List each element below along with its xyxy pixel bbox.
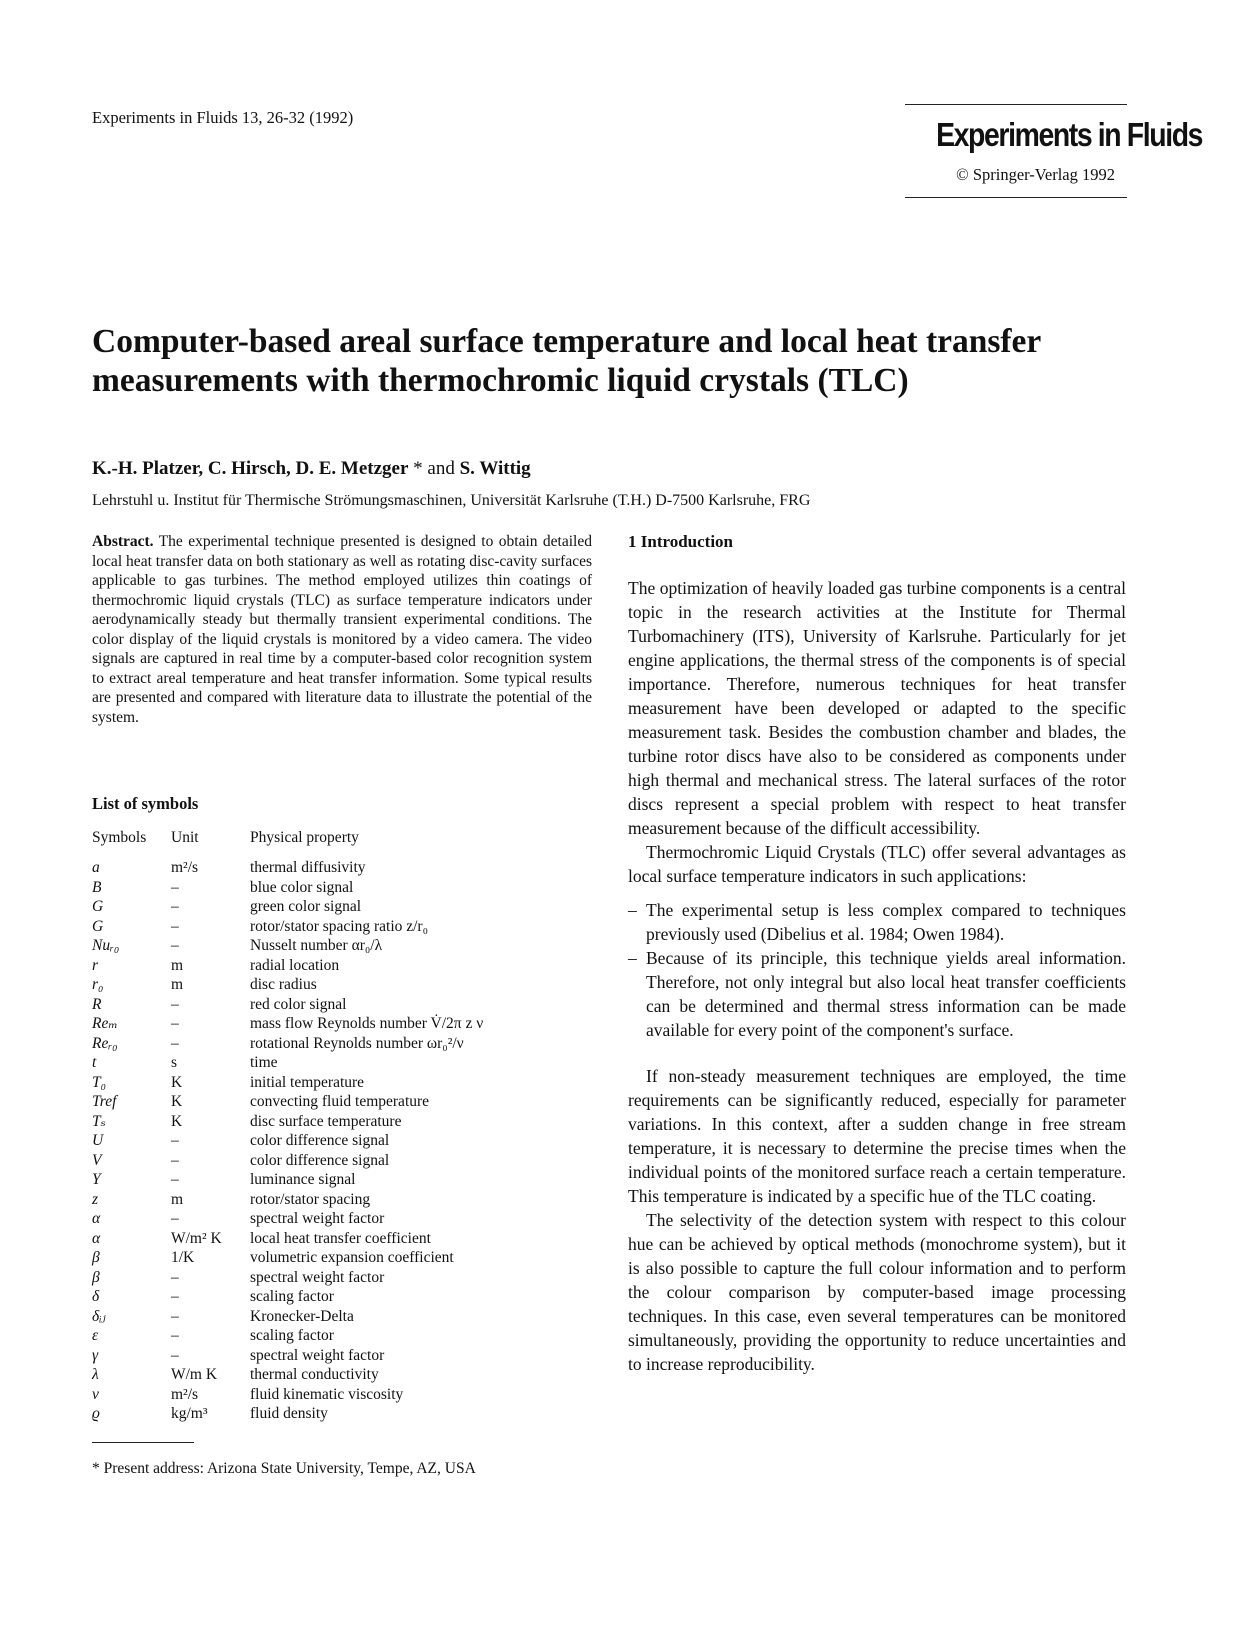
unit-cell: –	[171, 1151, 179, 1169]
property-cell: luminance signal	[250, 1171, 356, 1188]
symbol-cell: α	[92, 1210, 101, 1227]
property-cell: scaling factor	[250, 1327, 334, 1344]
table-row	[92, 1190, 592, 1210]
footnote-rule	[92, 1442, 194, 1443]
column-header-property: Physical property	[250, 829, 359, 846]
table-row	[92, 1151, 592, 1171]
symbol-cell: T₀	[92, 1073, 107, 1091]
section-heading-introduction: 1 Introduction	[628, 532, 734, 551]
property-cell: Nusselt number αr₀/λ	[250, 937, 383, 954]
symbol-cell: Nuᵣ₀	[92, 937, 120, 954]
unit-cell: –	[171, 1210, 179, 1227]
list-item: – Because of its principle, this technique yields areal information. Therefore, not only integral but also local heat transfer coefficients can be determined and thermal stress information can be made available for every point of the component's surface.	[628, 946, 1126, 1042]
article-title: Computer-based areal surface temperature and local heat transfer measurements with thermochromic liquid crystals (TLC)	[92, 323, 1041, 399]
table-row	[92, 897, 592, 917]
property-cell: rotor/stator spacing	[250, 1190, 371, 1208]
author-footnote-mark: *	[408, 458, 428, 479]
table-row	[92, 1073, 592, 1093]
property-cell: disc surface temperature	[250, 1112, 402, 1130]
property-cell: volumetric expansion coefficient	[250, 1249, 454, 1266]
property-cell: spectral weight factor	[250, 1268, 385, 1286]
unit-cell: –	[171, 1307, 179, 1325]
table-row	[92, 858, 592, 878]
unit-cell: K	[171, 1073, 183, 1091]
property-cell: thermal conductivity	[250, 1366, 379, 1383]
unit-cell: kg/m³	[171, 1405, 208, 1422]
authors-conjunction: and	[427, 458, 455, 479]
table-row	[92, 1346, 592, 1366]
symbol-cell: G	[92, 917, 104, 935]
table-row	[92, 1034, 592, 1054]
symbol-cell: ε	[92, 1327, 99, 1344]
unit-cell: –	[171, 878, 179, 896]
property-cell: color difference signal	[250, 1132, 390, 1149]
symbol-cell: r₀	[92, 976, 104, 993]
table-row	[92, 1014, 592, 1034]
symbol-cell: z	[92, 1190, 99, 1208]
masthead-rule-top	[905, 104, 1127, 105]
property-cell: color difference signal	[250, 1151, 390, 1169]
symbol-cell: δ	[92, 1288, 100, 1305]
property-cell: fluid density	[250, 1405, 328, 1422]
symbol-cell: Tₛ	[92, 1112, 106, 1130]
abstract-label: Abstract.	[92, 533, 154, 550]
unit-cell: m²/s	[171, 1385, 199, 1403]
symbol-cell: r	[92, 956, 99, 974]
property-cell: fluid kinematic viscosity	[250, 1385, 404, 1403]
unit-cell: –	[171, 917, 179, 935]
list-item: – The experimental setup is less complex compared to techniques previously used (Dibelius et al. 1984; Owen 1984).	[628, 898, 1126, 946]
property-cell: time	[250, 1054, 278, 1071]
unit-cell: –	[171, 1268, 179, 1286]
unit-cell: –	[171, 1288, 179, 1305]
symbol-cell: B	[92, 878, 102, 896]
property-cell: disc radius	[250, 976, 317, 993]
table-row	[92, 1053, 592, 1073]
table-row	[92, 1209, 592, 1229]
unit-cell: W/m² K	[171, 1229, 222, 1247]
intro-paragraph-3: If non-steady measurement techniques are employed, the time requirements can be significantly reduced, especially for parameter variations. In this context, after a sudden change in free stream temperature, it is necessary to determine the precise times when the individual points of the monitored surface reach a certain temperature. This temperature is indicated by a specific hue of the TLC coating.	[628, 1066, 1126, 1206]
intro-paragraph-1: The optimization of heavily loaded gas turbine components is a central topic in the research activities at the Institute for Thermal Turbomachinery (ITS), University of Karlsruhe. Particularly for jet engine applications, the thermal stress of the components is of special importance. Therefore, numerous techniques for heat transfer measurement have been developed or adapted to the specific measurement task. Besides the combustion chamber and blades, the turbine rotor discs have also to be considered as components under high thermal and mechanical stress. The lateral surfaces of the rotor discs represent a special problem with respect to heat transfer measurement because of the difficult accessibility.	[628, 578, 1126, 838]
unit-cell: m	[171, 1190, 184, 1208]
table-row	[92, 1170, 592, 1190]
table-row	[92, 1385, 592, 1405]
unit-cell: –	[171, 1327, 179, 1344]
symbols-heading: List of symbols	[92, 794, 199, 813]
table-row	[92, 1326, 592, 1346]
unit-cell: K	[171, 1112, 183, 1130]
table-row	[92, 1229, 592, 1249]
property-cell: Kronecker-Delta	[250, 1307, 354, 1325]
table-row	[92, 956, 592, 976]
table-row	[92, 1307, 592, 1327]
journal-name: Experiments in Fluids	[936, 116, 1203, 153]
table-row	[92, 878, 592, 898]
symbol-cell: Tref	[92, 1093, 117, 1110]
property-cell: radial location	[250, 956, 340, 974]
authors-first: K.-H. Platzer, C. Hirsch, D. E. Metzger	[92, 458, 409, 479]
table-row	[92, 1365, 592, 1385]
property-cell: red color signal	[250, 995, 347, 1013]
journal-citation: Experiments in Fluids 13, 26-32 (1992)	[92, 108, 354, 127]
table-row	[92, 1268, 592, 1288]
property-cell: blue color signal	[250, 878, 354, 896]
unit-cell: –	[171, 937, 179, 954]
unit-cell: m	[171, 956, 184, 974]
symbol-cell: G	[92, 898, 104, 915]
author-line	[92, 458, 531, 480]
abstract	[92, 532, 592, 727]
symbol-cell: γ	[92, 1346, 99, 1364]
table-row	[92, 936, 592, 956]
column-header-symbols: Symbols	[92, 829, 147, 846]
symbol-cell: U	[92, 1132, 104, 1149]
symbol-cell: R	[92, 995, 102, 1013]
property-cell: mass flow Reynolds number V̇/2π z ν	[250, 1015, 484, 1032]
property-cell: local heat transfer coefficient	[250, 1229, 431, 1247]
table-row	[92, 1092, 592, 1112]
masthead-rule-bottom	[905, 197, 1127, 198]
property-cell: initial temperature	[250, 1073, 365, 1091]
unit-cell: m	[171, 976, 184, 993]
property-cell: thermal diffusivity	[250, 859, 366, 876]
symbol-cell: ν	[92, 1385, 99, 1403]
property-cell: spectral weight factor	[250, 1210, 385, 1227]
symbol-cell: β	[92, 1249, 100, 1266]
symbol-cell: Reₘ	[92, 1015, 118, 1032]
symbol-cell: V	[92, 1151, 102, 1169]
symbols-table-body	[92, 858, 592, 1424]
symbol-cell: δᵢⱼ	[92, 1307, 106, 1325]
symbol-cell: Reᵣ₀	[92, 1034, 118, 1052]
unit-cell: s	[171, 1054, 178, 1071]
unit-cell: W/m K	[171, 1366, 218, 1383]
unit-cell: K	[171, 1093, 183, 1110]
introduction-body	[628, 576, 1126, 1376]
unit-cell: –	[171, 995, 179, 1013]
table-row	[92, 1248, 592, 1268]
table-row	[92, 995, 592, 1015]
symbols-table	[92, 828, 592, 1424]
table-row	[92, 1287, 592, 1307]
unit-cell: –	[171, 898, 179, 915]
table-row	[92, 1112, 592, 1132]
copyright-line: © Springer-Verlag 1992	[956, 165, 1115, 184]
footnote: * Present address: Arizona State University, Tempe, AZ, USA	[92, 1460, 476, 1477]
journal-masthead	[905, 104, 1203, 198]
property-cell: green color signal	[250, 898, 362, 915]
intro-advantages-list	[628, 898, 1126, 1042]
unit-cell: –	[171, 1346, 179, 1364]
table-row	[92, 1131, 592, 1151]
unit-cell: –	[171, 1171, 179, 1188]
symbol-cell: t	[92, 1054, 97, 1071]
property-cell: rotational Reynolds number ωr₀²/ν	[250, 1034, 464, 1052]
property-cell: convecting fluid temperature	[250, 1093, 430, 1110]
property-cell: scaling factor	[250, 1288, 334, 1305]
unit-cell: m²/s	[171, 859, 199, 876]
table-row	[92, 1404, 592, 1424]
symbol-cell: a	[92, 859, 100, 876]
property-cell: rotor/stator spacing ratio z/r₀	[250, 917, 429, 935]
symbol-cell: β	[92, 1268, 100, 1286]
symbol-cell: λ	[92, 1366, 99, 1383]
unit-cell: –	[171, 1015, 179, 1032]
table-row	[92, 975, 592, 995]
authors-last: S. Wittig	[454, 458, 531, 479]
symbol-cell: Y	[92, 1171, 101, 1188]
table-row	[92, 917, 592, 937]
unit-cell: 1/K	[171, 1249, 195, 1266]
unit-cell: –	[171, 1132, 179, 1149]
column-header-unit: Unit	[171, 829, 199, 846]
symbols-header-row	[92, 828, 592, 858]
unit-cell: –	[171, 1034, 179, 1052]
property-cell: spectral weight factor	[250, 1346, 385, 1364]
intro-paragraph-2: Thermochromic Liquid Crystals (TLC) offer several advantages as local surface temperature indicators in such applications:	[628, 842, 1126, 886]
symbol-cell: α	[92, 1229, 101, 1247]
symbol-cell: ϱ	[92, 1405, 100, 1422]
abstract-text: The experimental technique presented is designed to obtain detailed local heat transfer data on both stationary as well as rotating disc-cavity surfaces applicable to gas turbines. The method employed utilizes thin coatings of thermochromic liquid crystals (TLC) as surface temperature indicators under aerodynamically steady but thermally transient experimental conditions. The color display of the liquid crystals is monitored by a video camera. The video signals are captured in real time by a computer-based color recognition system to extract areal temperature and heat transfer information. Some typical results are presented and compared with literature data to illustrate the potential of the system.	[92, 533, 592, 726]
affiliation: Lehrstuhl u. Institut für Thermische Strömungsmaschinen, Universität Karlsruhe (T.H.) D-7500 Karlsruhe, FRG	[92, 492, 811, 509]
intro-paragraph-4: The selectivity of the detection system with respect to this colour hue can be achieved by optical methods (monochrome system), but it is also possible to capture the full colour information and to perform the colour comparison by computer-based image processing techniques. In this case, even several temperatures can be monitored simultaneously, providing the opportunity to reduce uncertainties and to increase reproducibility.	[628, 1210, 1126, 1374]
